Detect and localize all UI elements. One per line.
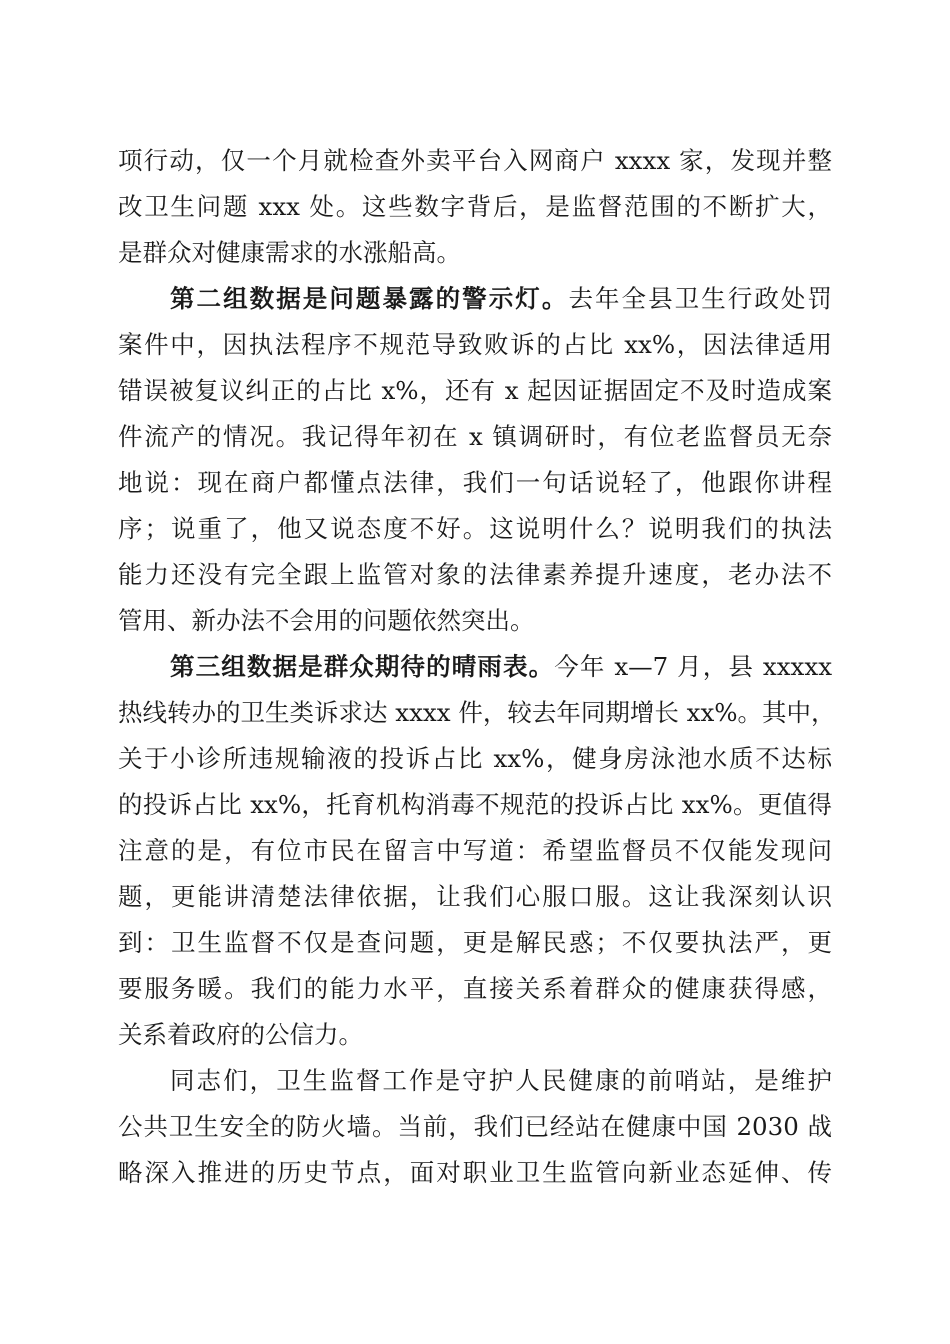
- document-body: [118, 138, 836, 1196]
- paragraph-lead: 第三组数据是群众期待的晴雨表。: [170, 652, 555, 681]
- text-line: 同志们，卫生监督工作是守护人民健康的前哨站，是维护: [170, 1066, 832, 1095]
- text-line: 到：卫生监督不仅是查问题，更是解民惑；不仅要执法严，更: [118, 928, 832, 957]
- text-line: 项行动，仅一个月就检查外卖平台入网商户 xxxx 家，发现并整: [118, 146, 832, 175]
- text-run: 今年 x—7 月，县 xxxxx: [554, 652, 833, 681]
- text-line: 热线转办的卫生类诉求达 xxxx 件，较去年同期增长 xx%。其中，: [118, 698, 836, 727]
- text-line: 错误被复议纠正的占比 x%，还有 x 起因证据固定不及时造成案: [118, 376, 832, 405]
- text-line: 要服务暖。我们的能力水平，直接关系着群众的健康获得感，: [118, 974, 832, 1003]
- text-line: 公共卫生安全的防火墙。当前，我们已经站在健康中国 2030 战: [118, 1112, 832, 1141]
- text-line: 关于小诊所违规输液的投诉占比 xx%，健身房泳池水质不达标: [118, 744, 832, 773]
- text-line: [118, 276, 832, 322]
- text-line: 地说：现在商户都懂点法律，我们一句话说轻了，他跟你讲程: [118, 468, 832, 497]
- text-line: [118, 644, 832, 690]
- text-line: 略深入推进的历史节点，面对职业卫生监管向新业态延伸、传: [118, 1158, 832, 1187]
- text-line: 是群众对健康需求的水涨船高。: [118, 238, 461, 267]
- text-line: 关系着政府的公信力。: [118, 1020, 363, 1049]
- text-line: 的投诉占比 xx%，托育机构消毒不规范的投诉占比 xx%。更值得: [118, 790, 832, 819]
- text-line: 件流产的情况。我记得年初在 x 镇调研时，有位老监督员无奈: [118, 422, 832, 451]
- text-line: 题，更能讲清楚法律依据，让我们心服口服。这让我深刻认识: [118, 882, 832, 911]
- text-line: 管用、新办法不会用的问题依然突出。: [118, 606, 535, 635]
- text-line: 改卫生问题 xxx 处。这些数字背后，是监督范围的不断扩大，: [118, 192, 832, 221]
- text-line: 序；说重了，他又说态度不好。这说明什么？说明我们的执法: [118, 514, 832, 543]
- text-line: 案件中，因执法程序不规范导致败诉的占比 xx%，因法律适用: [118, 330, 832, 359]
- paragraph-lead: 第二组数据是问题暴露的警示灯。: [170, 284, 569, 313]
- text-run: 去年全县卫生行政处罚: [568, 284, 832, 313]
- text-line: 能力还没有完全跟上监管对象的法律素养提升速度，老办法不: [118, 560, 832, 589]
- text-line: 注意的是，有位市民在留言中写道：希望监督员不仅能发现问: [118, 836, 832, 865]
